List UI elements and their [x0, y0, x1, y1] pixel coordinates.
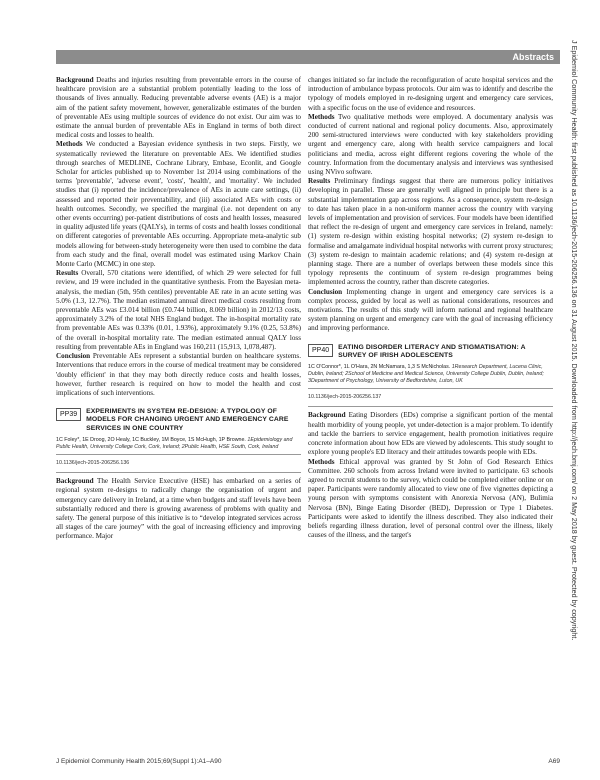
abstract-title: EATING DISORDER LITERACY AND STIGMATISATION: A SURVEY OF IRISH ADOLESCENTS	[338, 343, 526, 359]
background-text: Eating Disorders (EDs) comprise a significant portion of the mental health morbidity of young people, yet under-detection is a major problem. To identify and tackle the barriers to service engagement, health promotion initiatives require concrete information about how EDs are viewed by adolescents. This study sought to explore young people's ED literacy and their attitudes towards people with EDs.	[308, 411, 553, 457]
author-block	[308, 364, 553, 385]
author-names: 1C Foley*, 1E Droog, 2O Healy, 1C Buckley, 1M Boyce, 1S McHugh, 1P Browne.	[56, 437, 246, 443]
section-label: Abstracts	[512, 52, 554, 62]
conclusion-text: Preventable AEs represent a substantial burden on healthcare systems. Interventions that reduce errors in the course of medical treatment may be considered 'doubly efficient' in that they may both directly reduce costs and health losses, however, further research is required on how to model the health and cost implications of such interventions.	[56, 352, 301, 397]
background-label: Background	[56, 76, 94, 84]
background-text: The Health Service Executive (HSE) has embarked on a series of regional system re-designs to radically change the organisation of urgent and emergency care delivery in Ireland, at a time when budgets and staff levels have been substantially reduced and there is growing awareness of problems with quality and safety. The general purpose of this initiative is to “develop integrated services across all stages of the care journey” with the goal of increasing efficiency and improving performance. Major	[56, 477, 301, 541]
abstract-code-badge: PP39	[56, 408, 81, 421]
background-label: Background	[56, 477, 94, 486]
previous-abstract	[56, 76, 301, 398]
abstract-title: EXPERIMENTS IN SYSTEM RE-DESIGN: A TYPOLOGY OF MODELS FOR CHANGING URGENT AND EMERGENCY CARE SERVICES IN ONE COUNTRY	[86, 408, 289, 432]
results-label: Results	[56, 269, 79, 278]
results-text: Overall, 570 citations were identified, of which 29 were selected for full review, and 19 were included in the quantitative synthesis. From the Bayesian meta-analysis, the median (5th, 95th centiles) preventable AE rate in an acute setting was 5.0% (1.3, 12.7%). The median estimated annual direct medical costs resulting from preventable AEs was £3.014 billion (£0.744 billion, 8.069 billion) in 2012/13 costs, approximately 3.2% of the total NHS England budget. The in-hospital mortality rate from preventable AEs was 0.33% (0.01, 1.93%), approximately 9.1% (0.25, 53.8%) of the overall in-hospital mortality rate. The median estimated annual QALY loss resulting from preventable AEs in England was 160,211 (15,913, 1,078,487).	[56, 269, 301, 351]
page-footer	[56, 758, 560, 768]
pp40-heading	[308, 344, 553, 361]
left-column	[56, 76, 301, 542]
methods-label: Methods	[308, 112, 335, 121]
copyright-side-note: J Epidemiol Community Health: first published as 10.1136/jech-2015-206256.136 on 31 August 2015. Downloaded from http://jech.bmj.com/ on 2 May 2018 by guest. Protected by copyright.	[570, 40, 579, 641]
author-affiliations: 1Research Department, Lucena Clinic, Dublin, Ireland; 2School of Medicine and Medical Science, University College Dublin, Dublin, Ireland; 3Department of Psychology, University of Bedfordshire, Luton, UK	[308, 364, 544, 385]
results-text: Preliminary findings suggest that there are numerous policy initiatives developing in parallel. These are generally well aligned in principle but there is a substantial implementation gap across regions. As a consequence, system re-design to date has taken place in a non-uniform manner across the country with varying levels of implementation and provision of services. Four models have been identified that reflect the re-design of urgent and emergency care services in Ireland, namely: (1) system re-design within existing hospital networks; (2) system re-design to formalise and amalgamate individual hospital networks with current proxy structures; (3) system re-design to maintain academic relations; and (4) system re-design at planning stage. There are a number of overlaps between these models since this typology represents the continuum of system re-design programmes being implemented across the country, rather than discrete categories.	[308, 177, 553, 287]
doi-link[interactable]: 10.1136/jech-2015-206256.137	[308, 394, 382, 401]
divider	[308, 406, 553, 407]
pp39-heading	[56, 408, 301, 433]
background-text: Deaths and injuries resulting from preventable errors in the course of healthcare provision are a substantial problem potentially leading to the loss of thousands of lives annually. Reducing preventable adverse events (AE) is a major aim of the patient safety movement, however, generalizable estimates of the burden of preventable AEs using multiple sources of evidence do not exist. Our aim was to estimate the annual burden of preventable AEs in England in terms of both direct medical costs and losses to health.	[56, 76, 301, 140]
doi-link[interactable]: 10.1136/jech-2015-206256.136	[56, 460, 130, 466]
conclusion-label: Conclusion	[56, 352, 91, 361]
methods-text: Two qualitative methods were employed. A documentary analysis was conducted of current national and regional policy documents. Also, approximately 200 semi-structured interviews were conducted with key stakeholders providing urgent and emergency care, along with health service campaigners and local politicians and media, across eight different regions covering the whole of the country. Information from the documentary analysis and interviews was synthesised using NVivo software.	[308, 112, 554, 177]
author-affiliations: 1Epidemiology and Public Health, University College Cork, Cork, Ireland; 2Public Health, HSE South, Cork, Ireland	[56, 437, 293, 450]
methods-label: Methods	[308, 457, 335, 466]
conclusion-label: Conclusion	[308, 287, 343, 296]
header-bar	[56, 50, 560, 64]
divider	[308, 388, 553, 389]
author-names: 1C O'Connor*, 1L O'Hara, 2N McNamara, 1,3 S McNicholas.	[308, 364, 451, 371]
right-column	[308, 76, 553, 540]
divider	[56, 454, 301, 455]
abstract-code-badge: PP40	[308, 344, 333, 357]
results-label: Results	[308, 177, 331, 186]
background-label: Background	[308, 411, 346, 420]
methods-text: We conducted a Bayesian evidence synthesis in two steps. Firstly, we systematically reviewed the literature on preventable AEs. We identified studies through searches of MEDLINE, Cochrane Library, Embase, Econlit, and Google Scholar for articles published up to November 1st 2014 using combinations of the terms 'preventable', 'adverse event', 'costs', 'health', and 'mortality'. We included studies that (i) reported the incidence/prevalence of AEs in acute care settings, (ii) assessed and reported their preventability, and (iii) associated AEs with costs or health outcomes. Secondly, we specified the marginal (i.e. not dependent on any other events occurring) per-patient distributions of costs and health losses, measured in quality adjusted life years (QALYs), in terms of costs and health losses conditional on different categories of preventable AEs occurring. Appropriate meta-analytic sub models allowing for between-study heterogeneity were then used to combine the data from each study and the final, overall model was estimated using Markov Chain Monte Carlo (MCMC) in one step.	[56, 140, 302, 269]
methods-text: Ethical approval was granted by St John of God Research Ethics Committee. 260 schools from across Ireland were invited to participate. 63 schools agreed to recruit students to the survey, which could be completed either online or on paper. Participants were randomly allocated to view one of five vignettes depicting a young person with symptoms consistent with Anorexia Nervosa (AN), Bulimia Nervosa (BN), Binge Eating Disorder (BED), Depression or Type 1 Diabetes. Participants were asked to identify the illness described. They also indicated their beliefs regarding illness duration, level of personal control over the illness, likely causes of the illness, and the target's	[308, 457, 553, 540]
page-number: A69	[548, 758, 560, 765]
author-block	[56, 437, 301, 451]
methods-label: Methods	[56, 140, 83, 149]
continued-text: changes initiated so far include the reconfiguration of acute hospital services and the introduction of ambulance bypass protocols. Our aim was to identify and describe the typology of models employed in re-designing urgent and emergency care services, with a specific focus on the use of evidence and resources.	[308, 76, 553, 112]
journal-citation: J Epidemiol Community Health 2015;69(Suppl 1):A1–A90	[56, 758, 222, 765]
divider	[56, 472, 301, 473]
conclusion-text: Implementing change in urgent and emergency care services is a complex process, guided by local as well as national considerations, resources and motivations. The results of this study will inform national and regional healthcare system planning on urgent and emergency care with the goal of increasing efficiency and improving performance.	[308, 287, 553, 333]
